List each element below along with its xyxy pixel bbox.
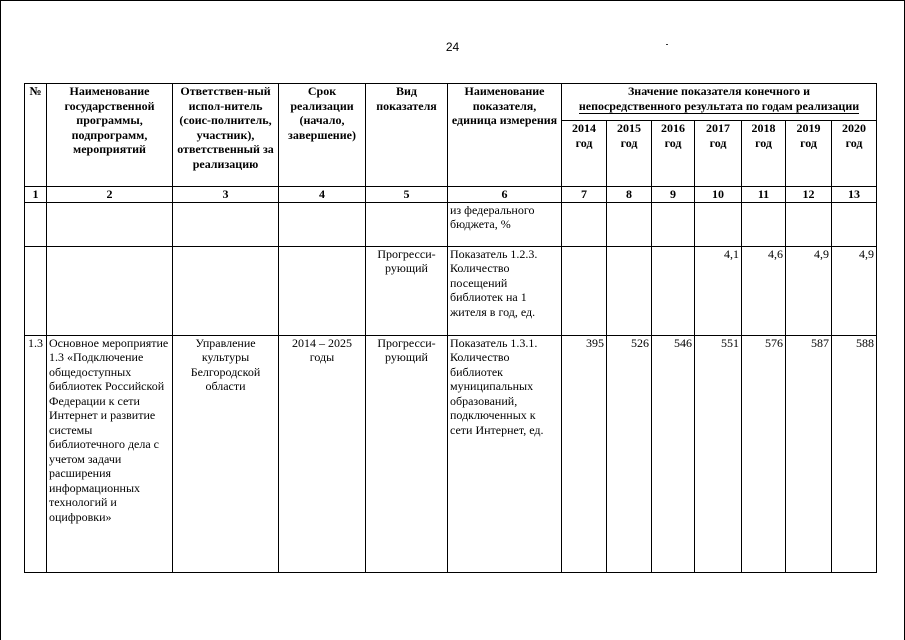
row-value-2014 <box>562 202 607 246</box>
scan-speck <box>666 44 668 45</box>
column-number: 1 <box>25 187 47 203</box>
header-program: Наименование государственной программы, подпрограмм, мероприятий <box>47 84 173 187</box>
row-responsible <box>173 202 279 246</box>
row-value-2017: 4,1 <box>695 246 742 335</box>
header-year-2019: 2019 год <box>786 121 832 187</box>
row-value-2018: 576 <box>742 335 786 572</box>
row-value-2019: 587 <box>786 335 832 572</box>
row-indicator-name: Показатель 1.2.3. Количество посещений библиотек на 1 жителя в год, ед. <box>448 246 562 335</box>
row-program <box>47 246 173 335</box>
header-responsible: Ответствен-ный испол-нитель (соис-полнитель, участник), ответственный за реализацию <box>173 84 279 187</box>
row-value-2014 <box>562 246 607 335</box>
column-number: 4 <box>279 187 366 203</box>
column-number-row <box>25 187 877 203</box>
row-no: 1.3 <box>25 335 47 572</box>
column-number: 8 <box>607 187 652 203</box>
column-number: 7 <box>562 187 607 203</box>
row-term: 2014 – 2025 годы <box>279 335 366 572</box>
row-value-2014: 395 <box>562 335 607 572</box>
row-value-2017: 551 <box>695 335 742 572</box>
row-indicator-type <box>366 202 448 246</box>
table-row <box>25 246 877 335</box>
header-values-group <box>562 84 877 121</box>
row-value-2020: 588 <box>832 335 877 572</box>
row-value-2016 <box>652 202 695 246</box>
row-responsible <box>173 246 279 335</box>
header-indicator-name: Наименование показателя, единица измерения <box>448 84 562 187</box>
header-indicator-type: Вид показателя <box>366 84 448 187</box>
header-row-top <box>25 84 877 121</box>
row-term <box>279 202 366 246</box>
row-value-2019: 4,9 <box>786 246 832 335</box>
table-row <box>25 335 877 572</box>
header-values-group-line2: непосредственного результата по годам реализации <box>578 98 860 113</box>
row-no <box>25 246 47 335</box>
column-number: 3 <box>173 187 279 203</box>
header-year-2014: 2014 год <box>562 121 607 187</box>
row-value-2016: 546 <box>652 335 695 572</box>
row-responsible: Управление культуры Белгородской области <box>173 335 279 572</box>
column-number: 9 <box>652 187 695 203</box>
row-value-2020: 4,9 <box>832 246 877 335</box>
header-year-2016: 2016 год <box>652 121 695 187</box>
page-number: 24 <box>445 40 460 54</box>
header-term: Срок реализации (начало, завершение) <box>279 84 366 187</box>
row-value-2015 <box>607 246 652 335</box>
row-program: Основное мероприятие 1.3 «Подключение общедоступных библиотек Российской Федерации к сети Интернет и развитие системы библиотечного дела с учетом задачи расширения информационных технологий и оцифровки» <box>47 335 173 572</box>
column-number: 11 <box>742 187 786 203</box>
header-no: № <box>25 84 47 187</box>
row-no <box>25 202 47 246</box>
column-number: 12 <box>786 187 832 203</box>
row-value-2016 <box>652 246 695 335</box>
row-indicator-type: Прогресси-рующий <box>366 246 448 335</box>
row-value-2015: 526 <box>607 335 652 572</box>
column-number: 6 <box>448 187 562 203</box>
header-year-2018: 2018 год <box>742 121 786 187</box>
row-value-2020 <box>832 202 877 246</box>
row-program <box>47 202 173 246</box>
header-values-group-line1: Значение показателя конечного и <box>627 84 811 98</box>
row-indicator-name: Показатель 1.3.1. Количество библиотек муниципальных образований, подключенных к сети Интернет, ед. <box>448 335 562 572</box>
row-indicator-type: Прогресси-рующий <box>366 335 448 572</box>
column-number: 13 <box>832 187 877 203</box>
column-number: 10 <box>695 187 742 203</box>
row-value-2019 <box>786 202 832 246</box>
page-border-top <box>0 0 905 1</box>
indicators-table <box>24 83 877 573</box>
row-term <box>279 246 366 335</box>
table-row <box>25 202 877 246</box>
row-value-2017 <box>695 202 742 246</box>
row-value-2018 <box>742 202 786 246</box>
row-value-2018: 4,6 <box>742 246 786 335</box>
header-year-2017: 2017 год <box>695 121 742 187</box>
row-indicator-name: из федерального бюджета, % <box>448 202 562 246</box>
column-number: 5 <box>366 187 448 203</box>
header-year-2020: 2020 год <box>832 121 877 187</box>
row-value-2015 <box>607 202 652 246</box>
page-border-left <box>0 0 1 640</box>
column-number: 2 <box>47 187 173 203</box>
header-year-2015: 2015 год <box>607 121 652 187</box>
